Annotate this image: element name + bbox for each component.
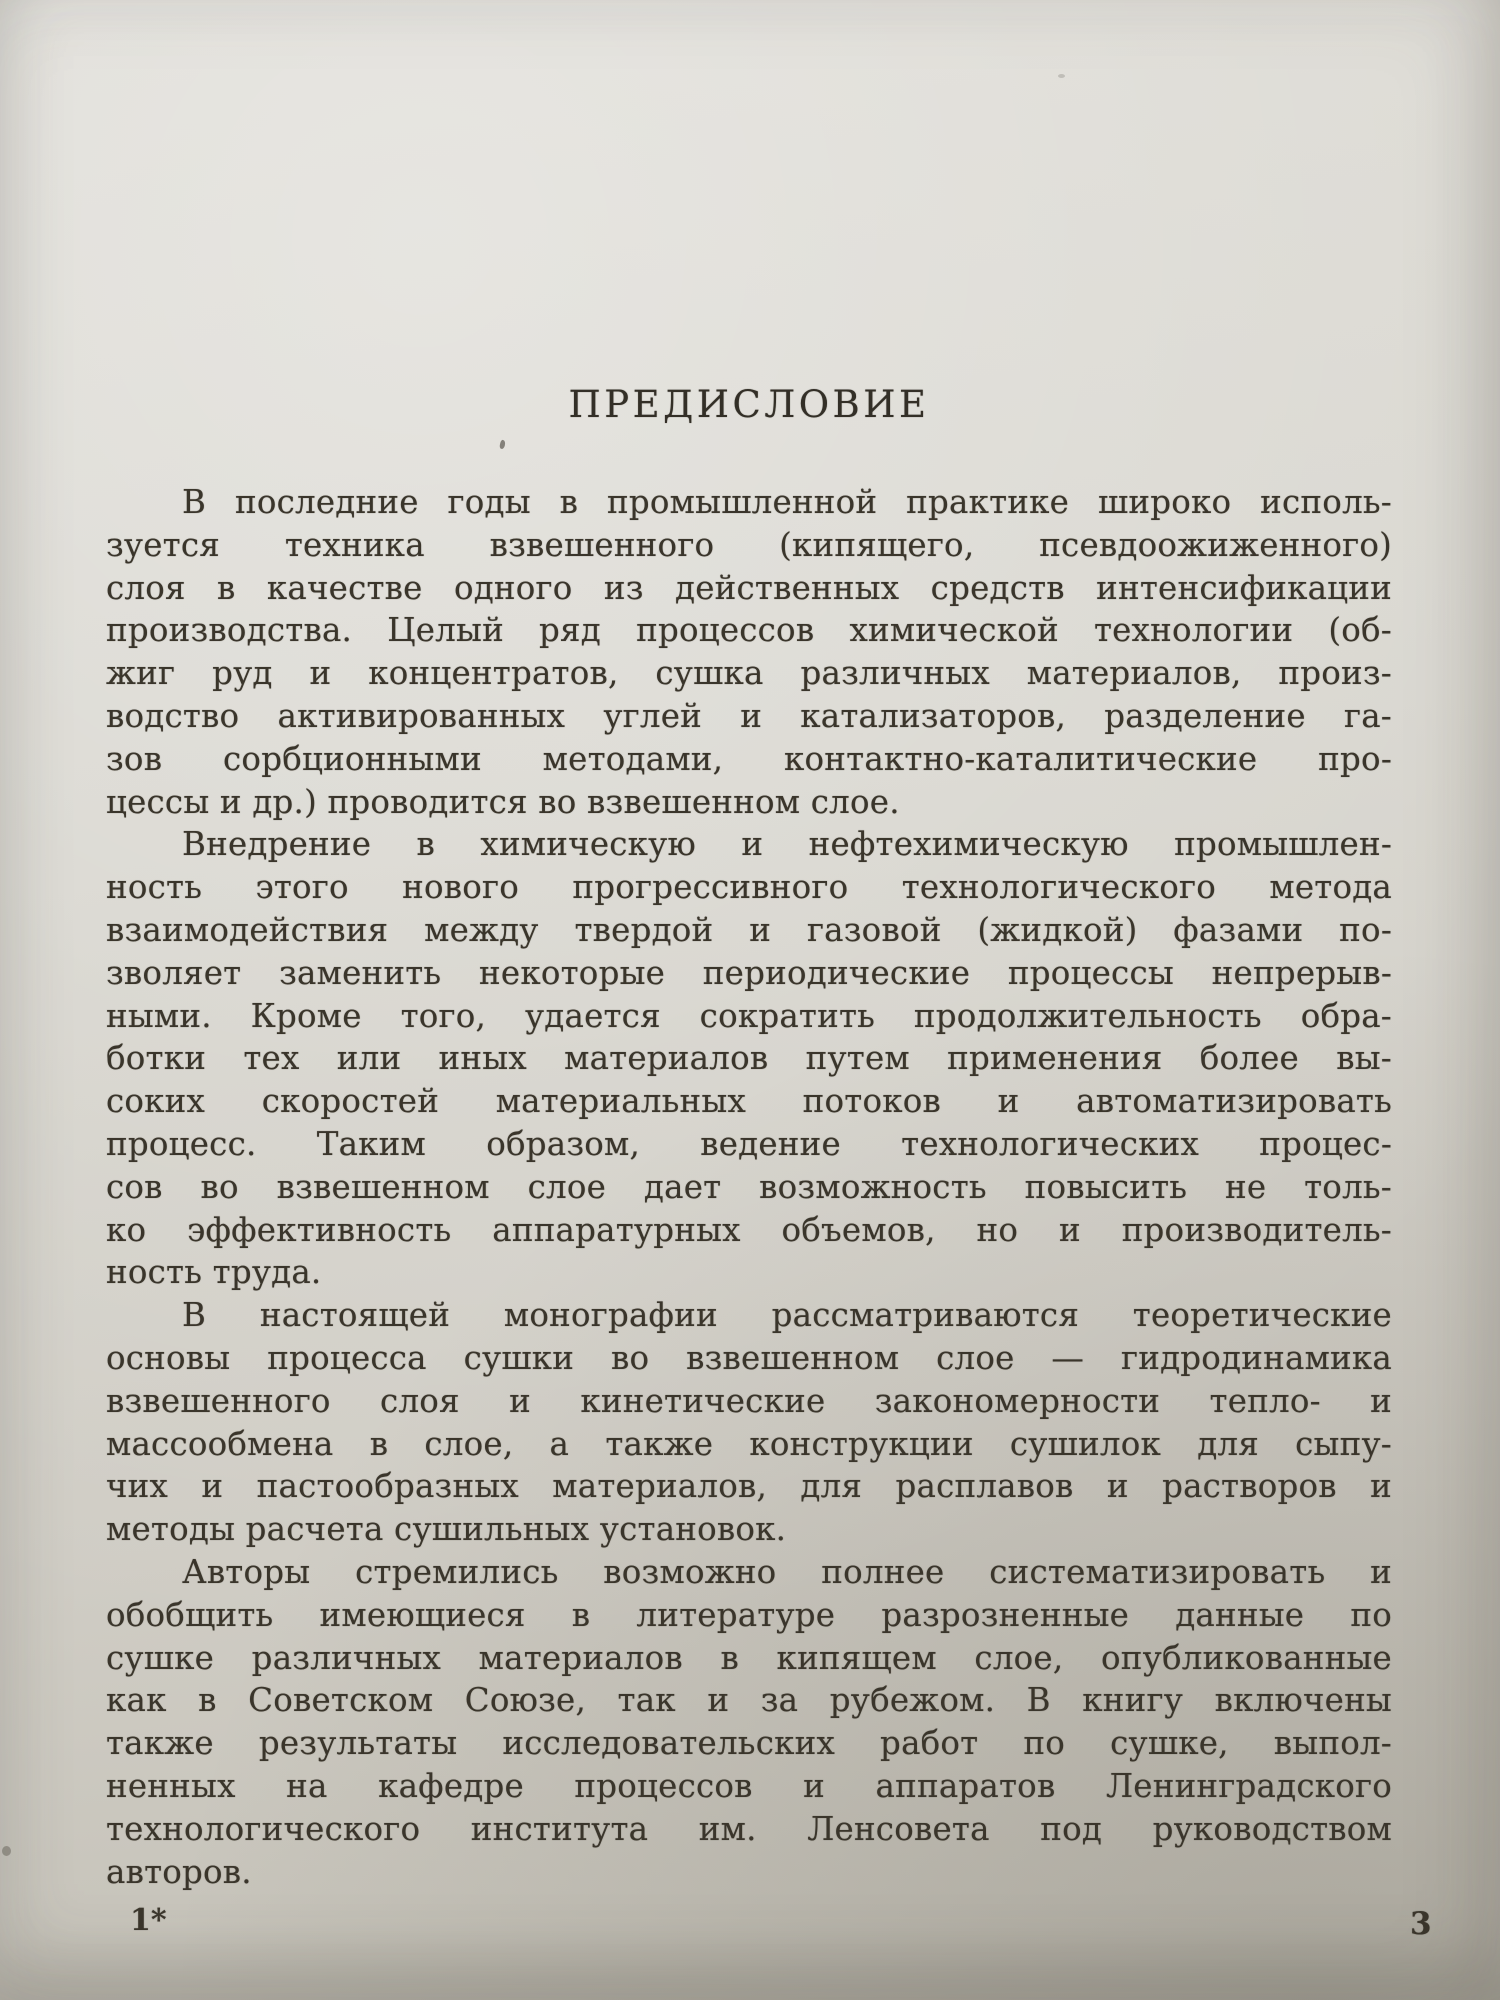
text-line: взаимодействия между твердой и газовой (жидкой) фазами по- — [106, 910, 1392, 949]
page-number: 3 — [1410, 1906, 1432, 1942]
text-line: жиг руд и концентратов, сушка различных материалов, произ- — [106, 654, 1392, 693]
ink-speck — [1058, 74, 1065, 78]
text-line: основы процесса сушки во взвешенном слое — гидродинамика — [106, 1338, 1392, 1377]
text-line: методы расчета сушильных установок. — [106, 1510, 787, 1549]
text-line: сов во взвешенном слое дает возможность повысить не толь- — [106, 1167, 1392, 1206]
paragraph — [106, 481, 1392, 823]
text-line: обобщить имеющиеся в литературе разрозненные данные по — [106, 1595, 1392, 1634]
page-title: ПРЕДИСЛОВИЕ — [568, 383, 930, 426]
ink-speck — [2, 1846, 11, 1856]
text-line: Внедрение в химическую и нефтехимическую промышлен- — [182, 825, 1392, 864]
text-line: ненных на кафедре процессов и аппаратов Ленинградского — [106, 1766, 1392, 1805]
text-line: зов сорбционными методами, контактно-каталитические про- — [106, 739, 1392, 778]
text-line: также результаты исследовательских работ по сушке, выпол- — [106, 1724, 1392, 1763]
text-line: массообмена в слое, а также конструкции сушилок для сыпу- — [106, 1424, 1392, 1463]
text-line: как в Советском Союзе, так и за рубежом. В книгу включены — [106, 1681, 1392, 1720]
paragraph — [106, 1294, 1392, 1551]
text-line: авторов. — [106, 1852, 252, 1891]
text-line: взвешенного слоя и кинетические закономерности тепло- и — [106, 1381, 1392, 1420]
text-line: чих и пастообразных материалов, для расплавов и растворов и — [106, 1467, 1392, 1506]
text-line: процесс. Таким образом, ведение технологических процес- — [106, 1124, 1392, 1163]
text-line: зволяет заменить некоторые периодические процессы непрерыв- — [106, 953, 1392, 992]
ink-speck — [499, 440, 506, 450]
text-line: соких скоростей материальных потоков и автоматизировать — [106, 1082, 1392, 1121]
text-line: водство активированных углей и катализаторов, разделение га- — [106, 696, 1392, 735]
paragraph — [106, 823, 1392, 1294]
text-line: зуется техника взвешенного (кипящего, псевдоожиженного) — [106, 525, 1392, 564]
text-line: ботки тех или иных материалов путем применения более вы- — [106, 1039, 1392, 1078]
text-line: цессы и др.) проводится во взвешенном слое. — [106, 782, 900, 821]
signature-mark: 1* — [130, 1903, 167, 1938]
text-line: ность этого нового прогрессивного технологического метода — [106, 868, 1392, 907]
text-line: сушке различных материалов в кипящем слое, опубликованные — [106, 1638, 1392, 1677]
text-line: В последние годы в промышленной практике широко исполь- — [182, 483, 1392, 521]
text-line: слоя в качестве одного из действенных средств интенсификации — [106, 568, 1392, 607]
text-line: Авторы стремились возможно полнее систематизировать и — [182, 1552, 1392, 1591]
body-text — [106, 481, 1392, 1893]
text-line: производства. Целый ряд процессов химической технологии (об- — [106, 611, 1392, 650]
text-line: В настоящей монографии рассматриваются теоретические — [182, 1296, 1392, 1335]
text-line: ко эффективность аппаратурных объемов, но и производитель- — [106, 1210, 1392, 1249]
text-line: ными. Кроме того, удается сократить продолжительность обра- — [106, 996, 1392, 1035]
text-line: технологического института им. Ленсовета под руководством — [106, 1809, 1392, 1848]
paragraph — [106, 1551, 1392, 1893]
text-line: ность труда. — [106, 1253, 322, 1292]
